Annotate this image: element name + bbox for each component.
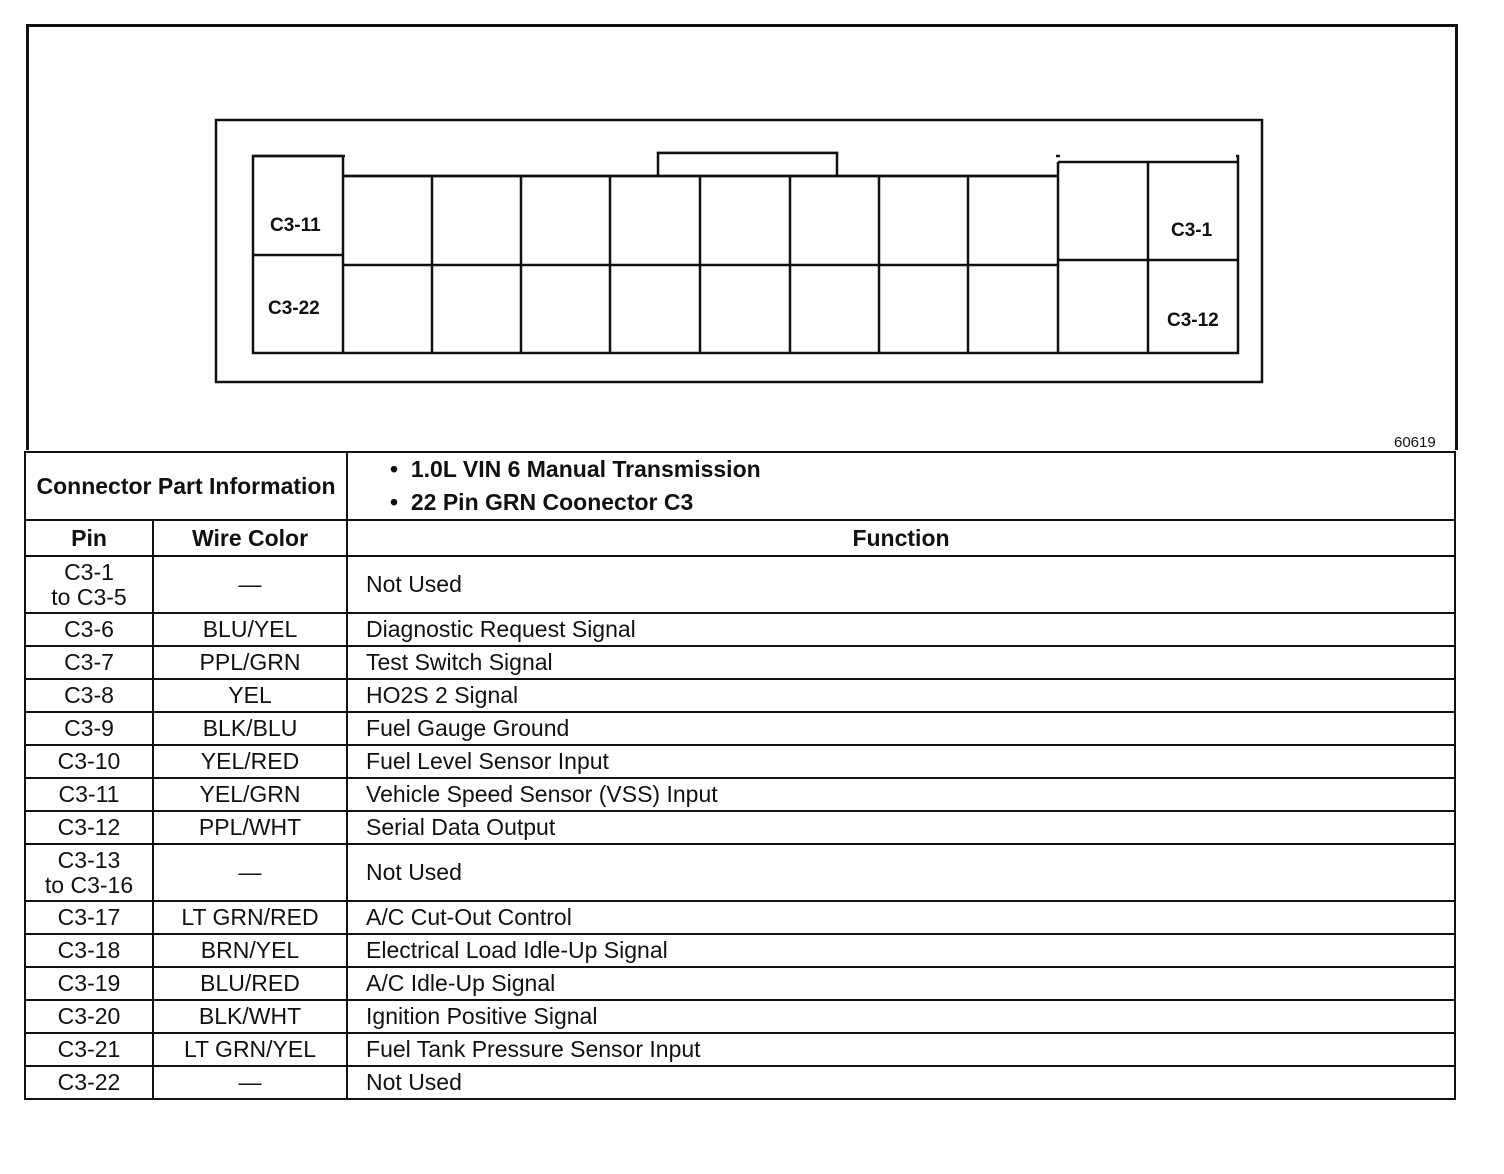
part-info-item: • 22 Pin GRN Coonector C3 [390,489,694,515]
function-cell: A/C Cut-Out Control [347,901,1455,934]
table-row [25,934,1455,967]
table-row [25,1066,1455,1099]
table-row [25,1033,1455,1066]
pin-cell: C3-18 [25,934,153,967]
pin-cell: C3-1 to C3-5 [25,556,153,613]
wire-color-cell: BLU/RED [153,967,347,1000]
part-info-heading: Connector Part Information [25,452,347,520]
wire-color-cell: YEL/RED [153,745,347,778]
wire-color-cell: BLK/WHT [153,1000,347,1033]
pin-cell: C3-19 [25,967,153,1000]
table-row [25,679,1455,712]
function-cell: Test Switch Signal [347,646,1455,679]
pin-cell: C3-13 to C3-16 [25,844,153,901]
pin-cell: C3-7 [25,646,153,679]
connector-face-diagram [0,0,1504,450]
wire-color-cell: YEL [153,679,347,712]
table-row [25,967,1455,1000]
pin-cell: C3-10 [25,745,153,778]
function-cell: Diagnostic Request Signal [347,613,1455,646]
table-row [25,844,1455,901]
part-info-list [347,452,1455,520]
pin-label-c3-1: C3-1 [1171,220,1213,241]
function-cell: HO2S 2 Signal [347,679,1455,712]
table-row [25,712,1455,745]
function-cell: A/C Idle-Up Signal [347,967,1455,1000]
function-cell: Serial Data Output [347,811,1455,844]
pin-cell: C3-8 [25,679,153,712]
function-column-header: Function [347,520,1455,556]
table-row [25,901,1455,934]
function-cell: Not Used [347,1066,1455,1099]
wire-color-cell: — [153,556,347,613]
pinout-table [24,451,1456,1100]
wire-color-cell: BRN/YEL [153,934,347,967]
wire-color-cell: BLK/BLU [153,712,347,745]
part-info-item: • 1.0L VIN 6 Manual Transmission [390,456,761,482]
wire-color-cell: PPL/GRN [153,646,347,679]
pin-cell: C3-9 [25,712,153,745]
pin-cell: C3-20 [25,1000,153,1033]
pin-column-header: Pin [25,520,153,556]
table-row [25,613,1455,646]
function-cell: Ignition Positive Signal [347,1000,1455,1033]
function-cell: Fuel Gauge Ground [347,712,1455,745]
wire-color-cell: LT GRN/YEL [153,1033,347,1066]
function-cell: Fuel Tank Pressure Sensor Input [347,1033,1455,1066]
pin-label-c3-12: C3-12 [1167,310,1219,331]
pin-label-c3-22: C3-22 [268,298,320,319]
function-cell: Vehicle Speed Sensor (VSS) Input [347,778,1455,811]
wire-color-cell: BLU/YEL [153,613,347,646]
pin-cell: C3-17 [25,901,153,934]
pin-cell: C3-21 [25,1033,153,1066]
table-row [25,1000,1455,1033]
wire-color-cell: LT GRN/RED [153,901,347,934]
function-cell: Not Used [347,556,1455,613]
wire-color-cell: YEL/GRN [153,778,347,811]
table-row [25,556,1455,613]
pin-cell: C3-11 [25,778,153,811]
connector-cavity-block [253,156,1238,353]
wire-color-cell: — [153,844,347,901]
table-row [25,811,1455,844]
wire-color-cell: PPL/WHT [153,811,347,844]
wire-color-column-header: Wire Color [153,520,347,556]
pin-cell: C3-22 [25,1066,153,1099]
figure-number: 60619 [1394,434,1436,451]
function-cell: Not Used [347,844,1455,901]
function-cell: Electrical Load Idle-Up Signal [347,934,1455,967]
function-cell: Fuel Level Sensor Input [347,745,1455,778]
column-header-row [25,520,1455,556]
table-row [25,646,1455,679]
pin-label-c3-11: C3-11 [270,215,321,236]
wire-color-cell: — [153,1066,347,1099]
table-row [25,778,1455,811]
pin-cell: C3-6 [25,613,153,646]
table-row [25,745,1455,778]
pin-cell: C3-12 [25,811,153,844]
part-info-row [25,452,1455,520]
